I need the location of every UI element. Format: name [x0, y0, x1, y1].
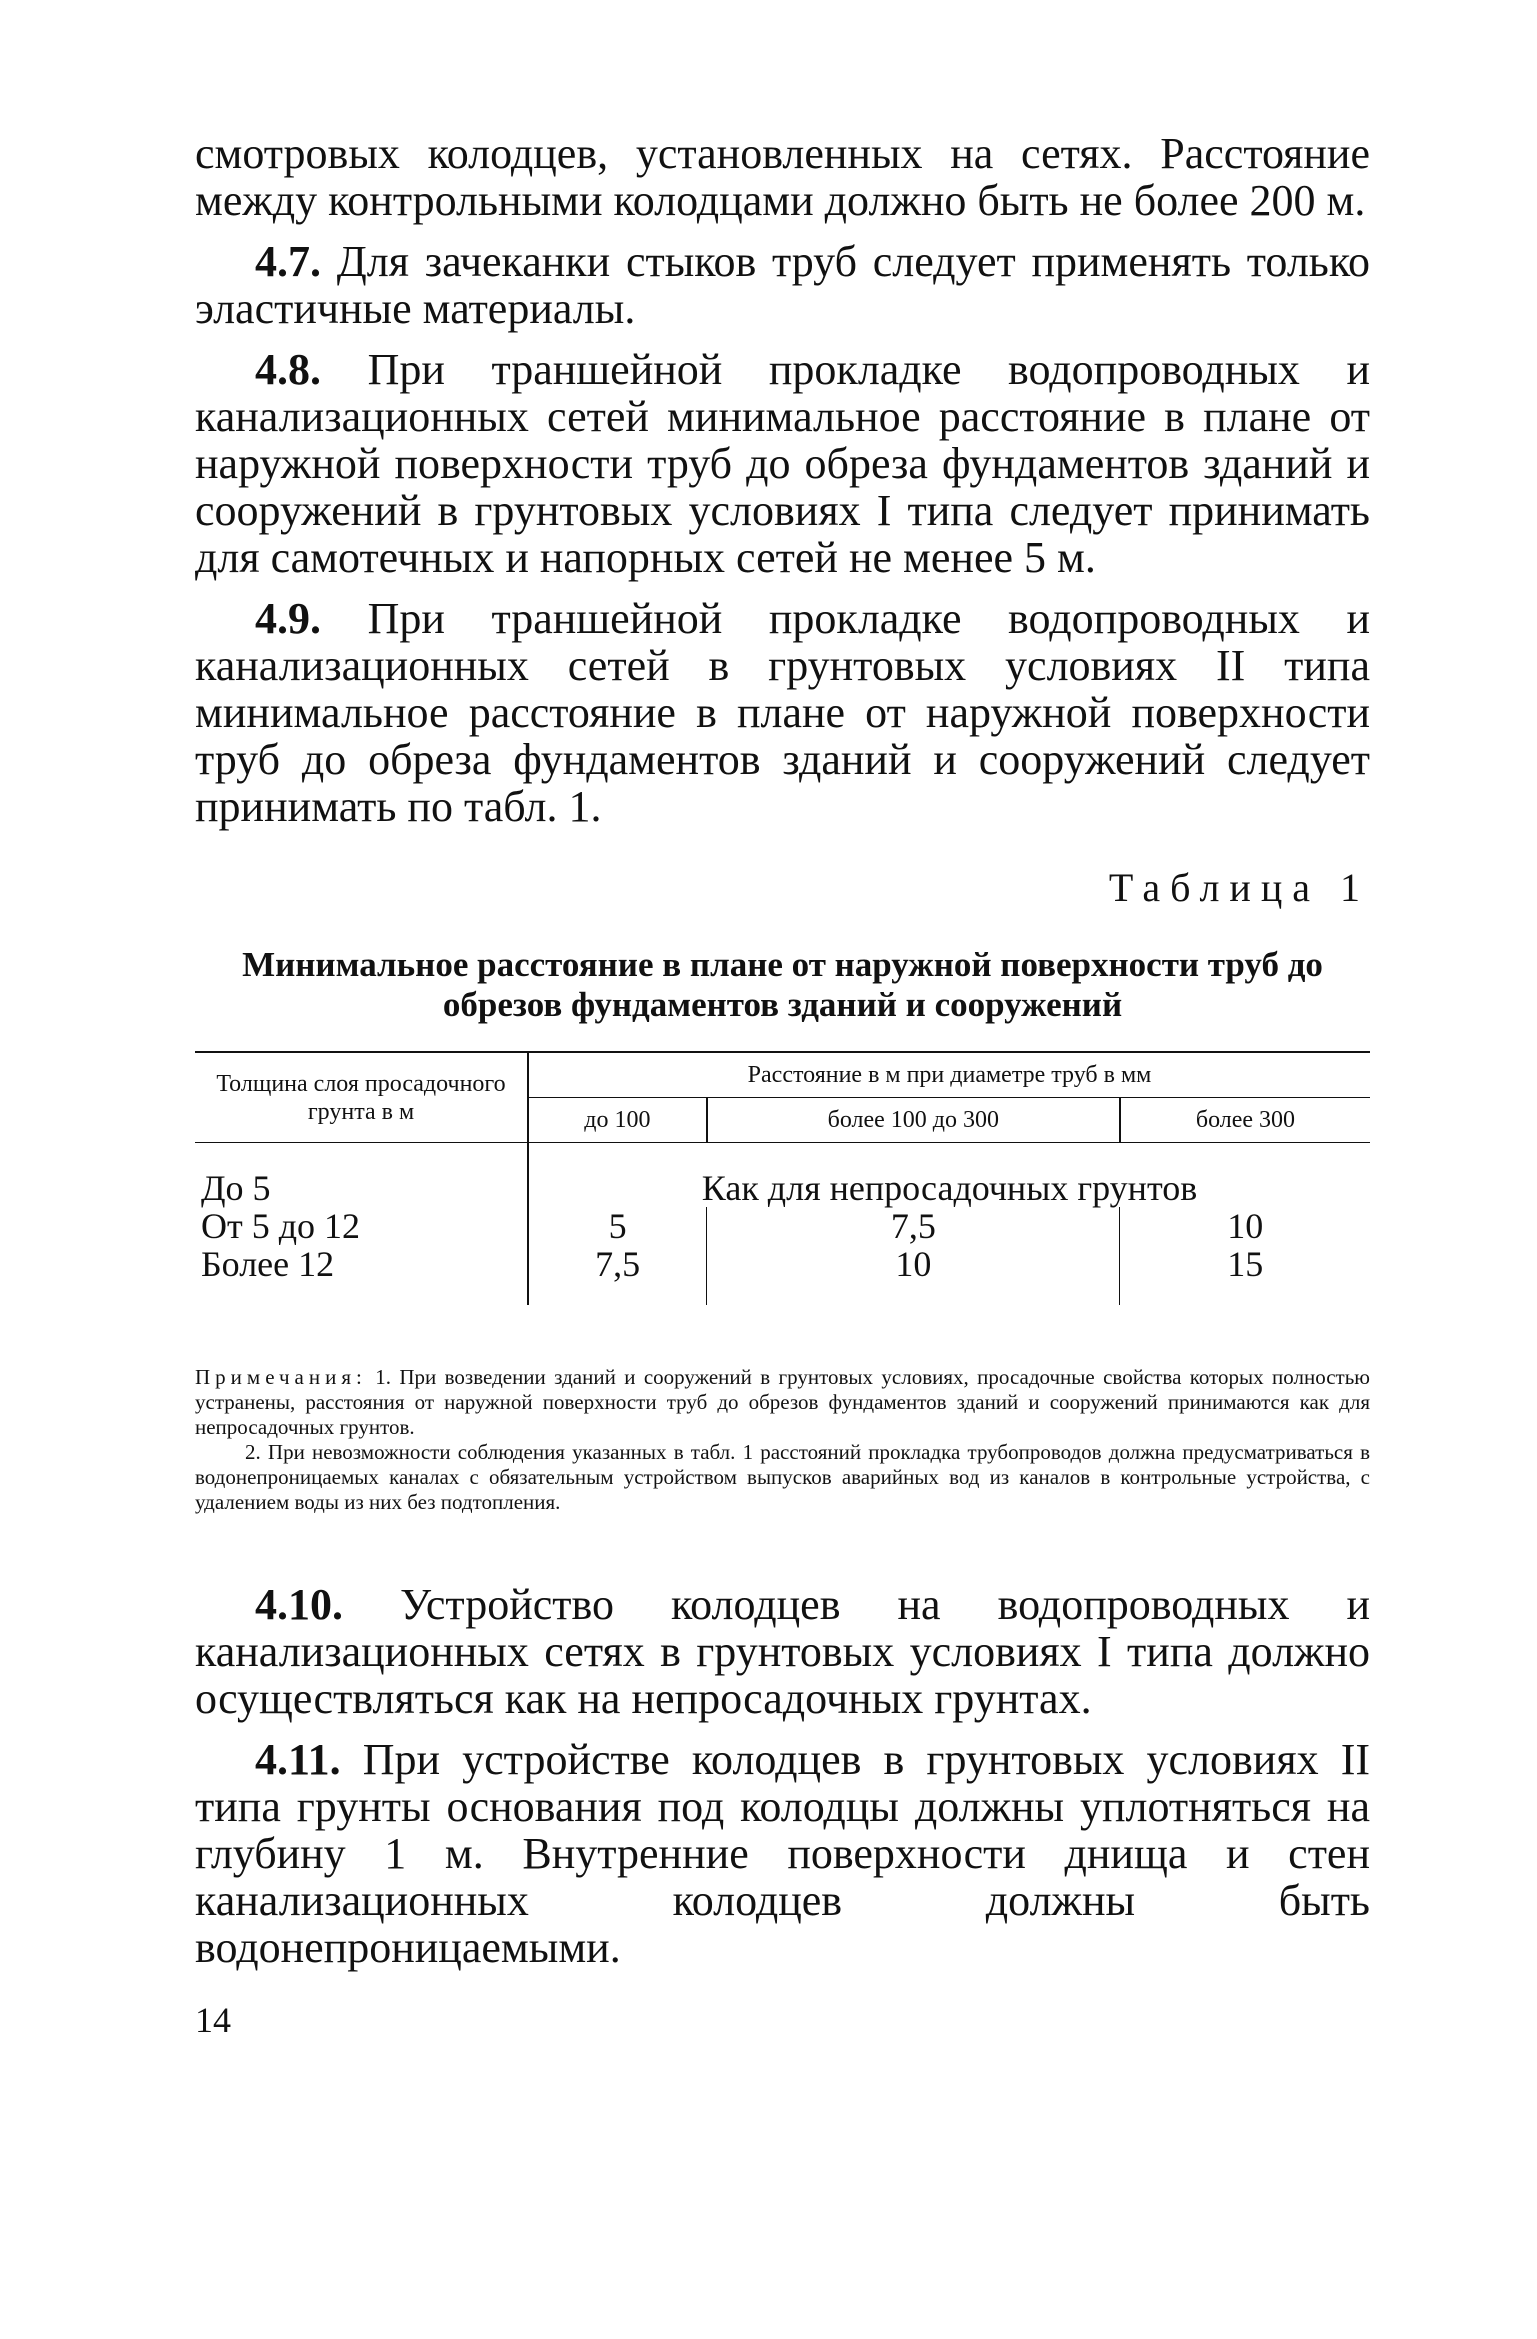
table-row — [195, 1143, 1370, 1208]
paragraph-text: При траншейной прокладке водопроводных и канализационных сетей в грунтовых условиях II типа минимальное расстояние в плане от наружной поверхности труб до обреза фундаментов зданий и сооружений следует принимать по табл. 1. — [195, 594, 1371, 831]
paragraph-text: Для зачеканки стыков труб следует применять только эластичные материалы. — [195, 237, 1370, 333]
section-number: 4.7. — [255, 237, 321, 286]
row-label: От 5 до 12 — [195, 1207, 528, 1245]
table-row — [195, 1207, 1370, 1245]
table-row — [195, 1245, 1370, 1305]
table-notes — [195, 1365, 1370, 1515]
paragraph-4-8 — [195, 346, 1370, 581]
row-label: Более 12 — [195, 1245, 528, 1305]
column-header-thickness: Толщина слоя просадочного грунта в м — [195, 1052, 528, 1143]
paragraph-4-11 — [195, 1736, 1370, 1971]
note-1 — [195, 1365, 1370, 1440]
paragraph-continuation: смотровых колодцев, установленных на сетях. Расстояние между контрольными колодцами должно быть не более 200 м. — [195, 129, 1370, 225]
table-cell: 7,5 — [707, 1207, 1120, 1245]
paragraph-text: Устройство колодцев на водопроводных и канализационных сетях в грунтовых условиях I типа должно осуществляться как на непросадочных грунтах. — [195, 1580, 1371, 1723]
paragraph-4-9 — [195, 595, 1370, 830]
table-cell: 10 — [707, 1245, 1120, 1305]
row-span-value: Как для непросадочных грунтов — [701, 1168, 1198, 1208]
column-header-diameter: до 100 — [528, 1098, 707, 1143]
notes-heading: Примечания: — [195, 1365, 367, 1389]
document-page — [195, 130, 1370, 2041]
table-cell: 5 — [528, 1207, 707, 1245]
distance-table — [195, 1051, 1370, 1305]
note-2 — [195, 1440, 1370, 1515]
paragraph-4-10 — [195, 1581, 1370, 1722]
page-number: 14 — [195, 2000, 231, 2040]
table-cell: 15 — [1227, 1244, 1264, 1284]
column-header-distance-group: Расстояние в м при диаметре труб в мм — [747, 1062, 1152, 1088]
table-cell: 7,5 — [528, 1245, 707, 1305]
note-text: 1. При возведении зданий и сооружений в грунтовых условиях, просадочные свойства которых полностью устранены, расстояния от наружной поверхности труб до обрезов фундаментов зданий и сооружений принимаются как для непросадочных грунтов. — [195, 1365, 1370, 1439]
table-title: Минимальное расстояние в плане от наружной поверхности труб до обрезов фундаментов зданий и сооружений — [242, 945, 1323, 1024]
paragraph-text: При траншейной прокладке водопроводных и канализационных сетей минимальное расстояние в плане от наружной поверхности труб до обреза фундаментов зданий и сооружений в грунтовых условиях I типа следует принимать для самотечных и напорных сетей не менее 5 м. — [195, 345, 1371, 582]
row-label: До 5 — [195, 1143, 528, 1208]
table-cell: 10 — [1227, 1206, 1264, 1246]
table-caption: Таблица 1 — [1108, 865, 1370, 910]
section-number: 4.11. — [255, 1735, 341, 1784]
section-number: 4.8. — [255, 345, 321, 394]
paragraph-4-7 — [195, 238, 1370, 332]
section-number: 4.9. — [255, 594, 321, 643]
column-header-diameter: более 300 — [1120, 1098, 1370, 1143]
paragraph-text: При устройстве колодцев в грунтовых условиях II типа грунты основания под колодцы должны уплотняться на глубину 1 м. Внутренние поверхности днища и стен канализационных колодцев должны быть водонепроницаемыми. — [195, 1735, 1370, 1972]
note-text: 2. При невозможности соблюдения указанных в табл. 1 расстояний прокладка трубопроводов должна предусматриваться в водонепроницаемых каналах с обязательным устройством выпусков аварийных вод из каналов в контрольные устройства, с удалением воды из них без подтопления. — [195, 1440, 1370, 1514]
section-number: 4.10. — [255, 1580, 343, 1629]
column-header-diameter: более 100 до 300 — [707, 1098, 1120, 1143]
